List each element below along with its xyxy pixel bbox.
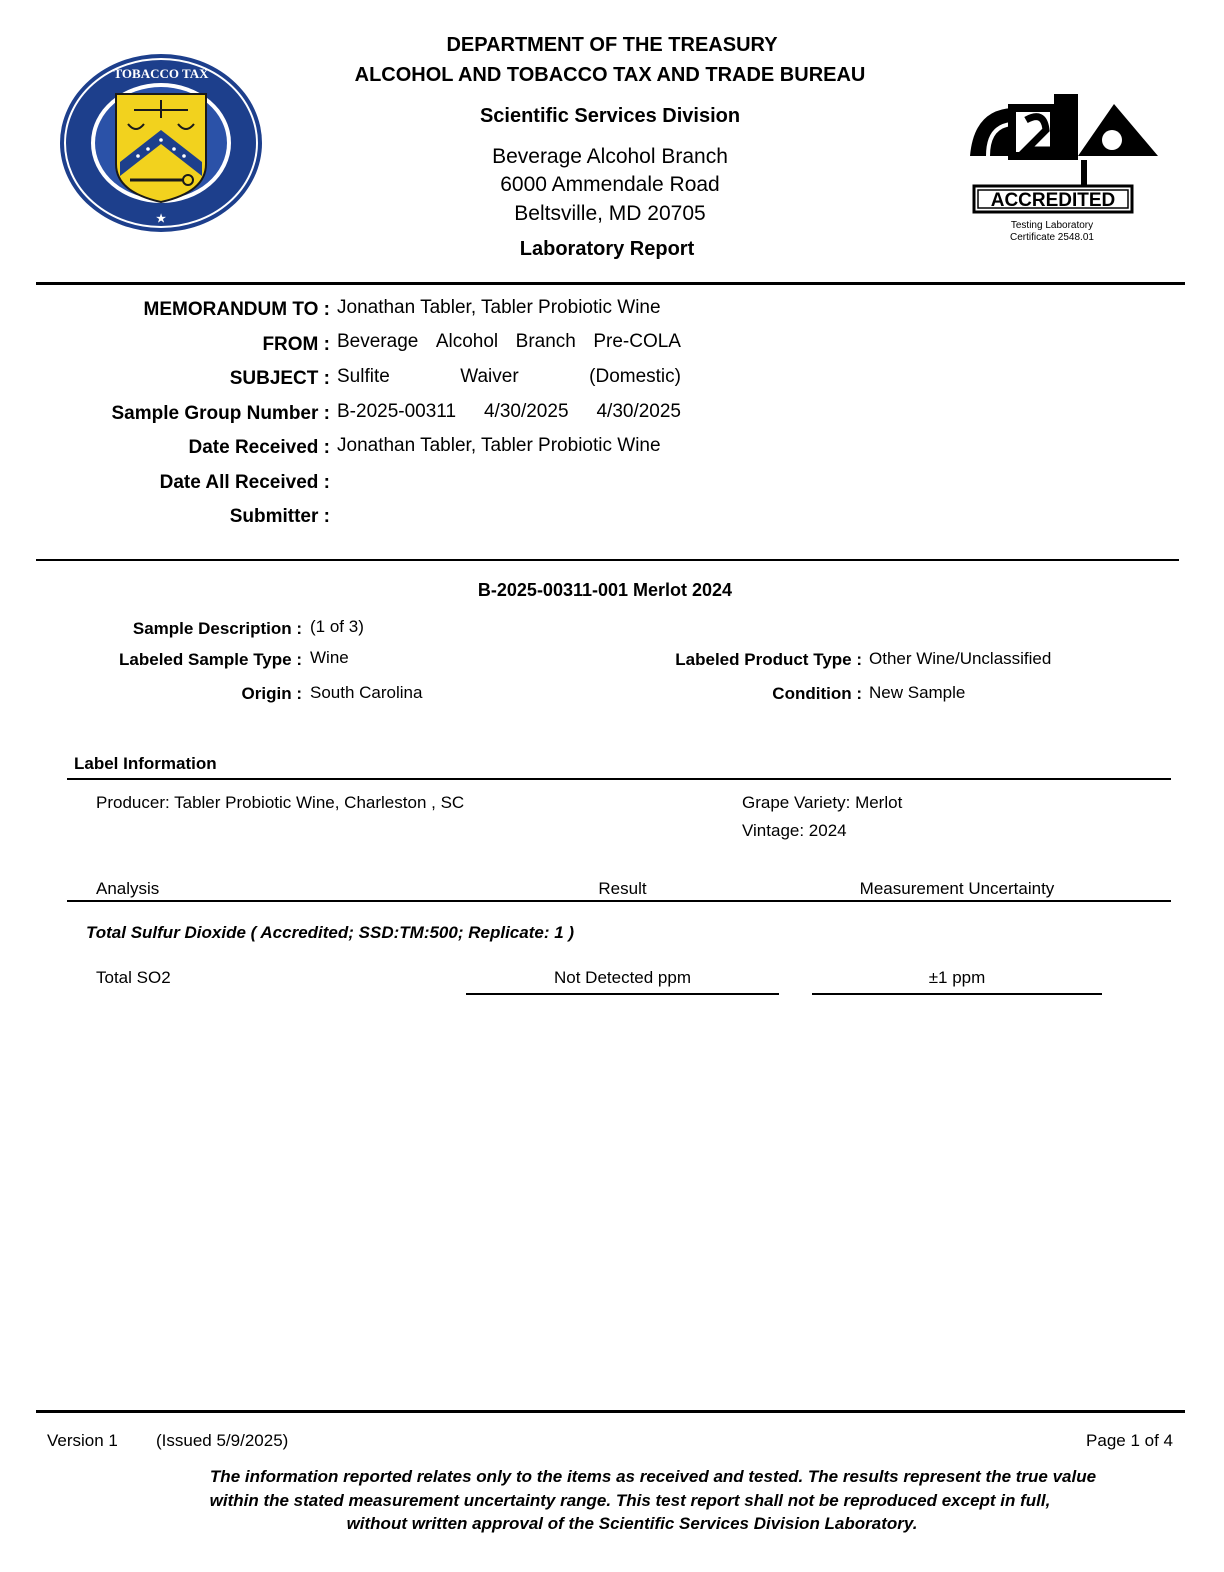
a2la-accredited-logo [966, 90, 1162, 250]
labeled-product-type-label: Labeled Product Type : [675, 650, 862, 669]
from-value [337, 331, 681, 353]
grape-variety-text: Grape Variety: Merlot [742, 793, 903, 812]
address-line-2: Beltsville, MD 20705 [514, 202, 706, 225]
origin-value: South Carolina [310, 683, 423, 702]
disclaimer-line-2: within the stated measurement uncertainty range. This test report shall not be reproduced except in full, [209, 1491, 1051, 1510]
accreditation-line-2: Certificate 2548.01 [1010, 232, 1094, 243]
producer-text: Producer: Tabler Probiotic Wine, Charleston , SC [96, 793, 465, 812]
from-label: FROM : [262, 334, 330, 355]
from-part: Branch [515, 331, 576, 352]
analyte-name: Total SO2 [96, 968, 171, 987]
division-title: Scientific Services Division [479, 105, 741, 127]
label-information-heading: Label Information [74, 754, 217, 773]
from-part: Beverage [337, 331, 419, 352]
submitter-label: Submitter : [229, 506, 330, 527]
result-underline [466, 993, 779, 995]
version-text: Version 1 [47, 1431, 118, 1450]
subject-part: Waiver [460, 366, 519, 387]
analysis-method: Total Sulfur Dioxide ( Accredited; SSD:TM:500; Replicate: 1 ) [86, 923, 575, 942]
accredited-badge-text: ACCREDITED [990, 190, 1116, 211]
svg-text:TOBACCO TAX: TOBACCO TAX [113, 66, 209, 81]
sample-group-part: B-2025-00311 [337, 401, 457, 422]
footer-divider [36, 1410, 1185, 1413]
analysis-header-divider [67, 900, 1171, 902]
sample-group-value [337, 401, 681, 423]
result-value: Not Detected ppm [553, 968, 691, 987]
subject-label: SUBJECT : [229, 368, 330, 389]
uncertainty-value: ±1 ppm [928, 968, 986, 987]
analysis-column-header: Analysis [96, 879, 160, 898]
sample-group-label: Sample Group Number : [111, 403, 330, 424]
disclaimer-line-3: without written approval of the Scientific Services Division Laboratory. [346, 1514, 918, 1533]
branch-name: Beverage Alcohol Branch [492, 145, 728, 168]
svg-text:★: ★ [156, 213, 166, 225]
condition-label: Condition : [772, 684, 862, 703]
date-received-label: Date Received : [188, 437, 330, 458]
page-number: Page 1 of 4 [1086, 1431, 1173, 1450]
condition-value: New Sample [869, 683, 966, 702]
from-part: Pre-COLA [593, 331, 681, 352]
label-info-divider [67, 778, 1171, 780]
disclaimer-line-1: The information reported relates only to the items as received and tested. The results represent the true value [209, 1467, 1097, 1486]
memo-divider [36, 559, 1179, 561]
subject-part: (Domestic) [589, 366, 681, 387]
department-title: DEPARTMENT OF THE TREASURY [446, 34, 778, 56]
labeled-sample-type-value: Wine [310, 648, 349, 667]
from-part: Alcohol [435, 331, 499, 352]
memo-to-value: Jonathan Tabler, Tabler Probiotic Wine [337, 297, 661, 318]
bureau-title: ALCOHOL AND TOBACCO TAX AND TRADE BUREAU [354, 64, 866, 86]
sample-description-label: Sample Description : [132, 619, 302, 638]
subject-value [337, 366, 681, 388]
sample-title: B-2025-00311-001 Merlot 2024 [477, 580, 733, 600]
uncertainty-underline [812, 993, 1102, 995]
uncertainty-column-header: Measurement Uncertainty [859, 879, 1055, 898]
labeled-sample-type-label: Labeled Sample Type : [119, 650, 302, 669]
vintage-text: Vintage: 2024 [742, 821, 847, 840]
header-divider [36, 282, 1185, 285]
sample-group-part: 4/30/2025 [596, 401, 681, 422]
labeled-product-type-value: Other Wine/Unclassified [869, 649, 1052, 668]
result-column-header: Result [598, 879, 647, 898]
date-all-received-label: Date All Received : [159, 472, 330, 493]
memo-to-label: MEMORANDUM TO : [143, 299, 330, 320]
sample-group-part: 4/30/2025 [483, 401, 569, 422]
address-line-1: 6000 Ammendale Road [500, 173, 720, 196]
issued-date: (Issued 5/9/2025) [156, 1431, 289, 1450]
accreditation-line-1: Testing Laboratory [1010, 220, 1094, 231]
report-title: Laboratory Report [519, 238, 695, 260]
date-received-value: Jonathan Tabler, Tabler Probiotic Wine [337, 435, 661, 456]
subject-part: Sulfite [337, 366, 390, 387]
sample-description-value: (1 of 3) [310, 617, 364, 636]
origin-label: Origin : [241, 684, 302, 703]
